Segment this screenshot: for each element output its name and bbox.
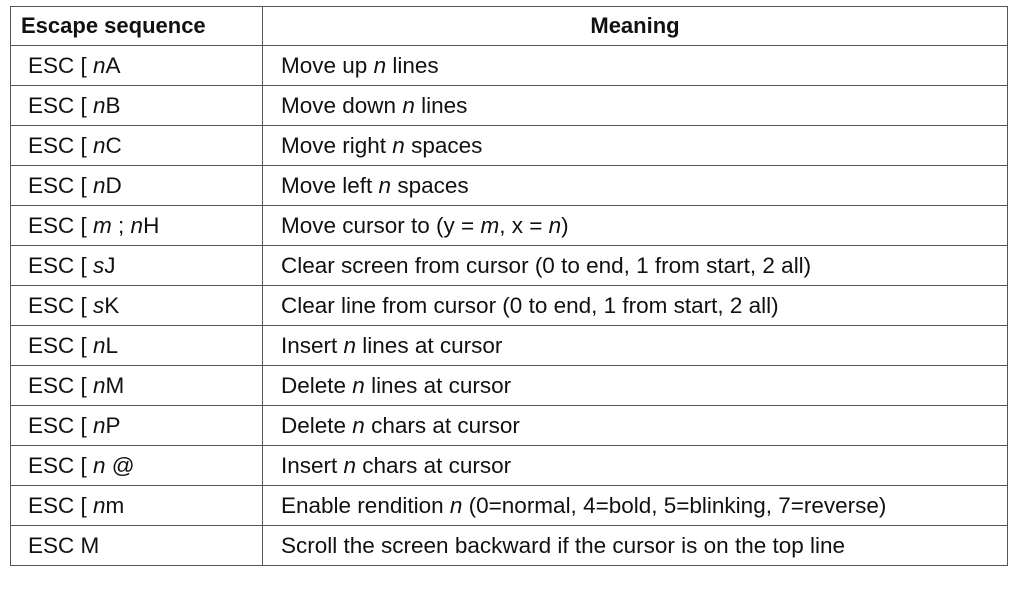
table-row bbox=[11, 366, 1008, 406]
text-segment: L bbox=[105, 332, 119, 358]
italic-parameter: n bbox=[343, 332, 357, 358]
escape-sequence-cell bbox=[11, 486, 263, 526]
italic-parameter: n bbox=[93, 52, 106, 78]
meaning-cell bbox=[263, 366, 1008, 406]
text-segment: J bbox=[104, 252, 116, 278]
italic-parameter: n bbox=[130, 212, 144, 238]
italic-parameter: m bbox=[93, 212, 112, 238]
italic-parameter: n bbox=[93, 492, 106, 518]
text-segment: Move cursor to (y = bbox=[281, 212, 481, 238]
text-segment: ESC M bbox=[28, 532, 100, 558]
text-segment: D bbox=[105, 172, 122, 198]
text-segment: lines at cursor bbox=[356, 332, 503, 358]
text-segment: @ bbox=[105, 452, 135, 478]
text-segment: Delete bbox=[281, 372, 353, 398]
text-segment: Move right bbox=[281, 132, 393, 158]
text-segment: B bbox=[105, 92, 121, 118]
text-segment: spaces bbox=[404, 132, 483, 158]
text-segment: A bbox=[105, 52, 121, 78]
italic-parameter: n bbox=[93, 132, 106, 158]
text-segment: Insert bbox=[281, 452, 344, 478]
meaning-cell bbox=[263, 86, 1008, 126]
italic-parameter: n bbox=[449, 492, 463, 518]
escape-sequence-cell bbox=[11, 406, 263, 446]
text-segment: ESC [ bbox=[28, 372, 94, 398]
text-segment: ESC [ bbox=[28, 52, 94, 78]
meaning-cell bbox=[263, 446, 1008, 486]
text-segment: ESC [ bbox=[28, 172, 94, 198]
table-row bbox=[11, 526, 1008, 566]
table-row bbox=[11, 166, 1008, 206]
meaning-cell bbox=[263, 126, 1008, 166]
text-segment: ESC [ bbox=[28, 92, 94, 118]
text-segment: Move left bbox=[281, 172, 379, 198]
text-segment: ESC [ bbox=[28, 492, 94, 518]
text-segment: Move down bbox=[281, 92, 403, 118]
header-escape-sequence: Escape sequence bbox=[11, 7, 263, 46]
table-row bbox=[11, 46, 1008, 86]
meaning-cell bbox=[263, 326, 1008, 366]
text-segment: spaces bbox=[391, 172, 469, 198]
italic-parameter: n bbox=[93, 452, 106, 478]
italic-parameter: n bbox=[93, 172, 106, 198]
text-segment: Clear line from cursor (0 to end, 1 from start, 2 all) bbox=[281, 292, 779, 318]
text-segment: m bbox=[105, 492, 125, 518]
text-segment: K bbox=[104, 292, 120, 318]
escape-sequence-cell bbox=[11, 46, 263, 86]
italic-parameter: n bbox=[352, 412, 365, 438]
text-segment: Insert bbox=[281, 332, 344, 358]
escape-sequence-cell bbox=[11, 126, 263, 166]
text-segment: Enable rendition bbox=[281, 492, 450, 518]
text-segment: chars at cursor bbox=[364, 412, 520, 438]
text-segment: chars at cursor bbox=[356, 452, 512, 478]
text-segment: ESC [ bbox=[28, 332, 94, 358]
table-row bbox=[11, 326, 1008, 366]
text-segment: lines bbox=[414, 92, 468, 118]
text-segment: lines bbox=[386, 52, 439, 78]
escape-sequence-cell bbox=[11, 366, 263, 406]
meaning-cell bbox=[263, 286, 1008, 326]
table-row bbox=[11, 206, 1008, 246]
text-segment: ESC [ bbox=[28, 132, 94, 158]
text-segment: H bbox=[143, 212, 160, 238]
escape-sequence-cell bbox=[11, 286, 263, 326]
text-segment: Scroll the screen backward if the cursor is on the top line bbox=[281, 532, 846, 558]
text-segment: ; bbox=[111, 212, 131, 238]
text-segment: Clear screen from cursor (0 to end, 1 from start, 2 all) bbox=[281, 252, 812, 278]
italic-parameter: n bbox=[373, 52, 387, 78]
escape-sequence-table bbox=[10, 6, 1007, 566]
text-segment: (0=normal, 4=bold, 5=blinking, 7=reverse) bbox=[462, 492, 887, 518]
header-meaning: Meaning bbox=[263, 7, 1008, 46]
meaning-cell bbox=[263, 526, 1008, 566]
table-row bbox=[11, 486, 1008, 526]
table-row bbox=[11, 286, 1008, 326]
italic-parameter: n bbox=[392, 132, 405, 158]
italic-parameter: n bbox=[548, 212, 562, 238]
meaning-cell bbox=[263, 406, 1008, 446]
table-row bbox=[11, 446, 1008, 486]
text-segment: lines at cursor bbox=[364, 372, 512, 398]
italic-parameter: n bbox=[93, 332, 106, 358]
escape-sequence-cell bbox=[11, 446, 263, 486]
italic-parameter: n bbox=[93, 92, 106, 118]
escape-sequence-cell bbox=[11, 206, 263, 246]
escape-sequence-cell bbox=[11, 526, 263, 566]
italic-parameter: s bbox=[93, 292, 105, 318]
header-row bbox=[11, 7, 1008, 46]
text-segment: ESC [ bbox=[28, 412, 94, 438]
text-segment: , x = bbox=[499, 212, 549, 238]
italic-parameter: s bbox=[93, 252, 105, 278]
meaning-cell bbox=[263, 46, 1008, 86]
table bbox=[10, 6, 1008, 566]
meaning-cell bbox=[263, 206, 1008, 246]
italic-parameter: n bbox=[352, 372, 365, 398]
italic-parameter: n bbox=[93, 412, 106, 438]
text-segment: ESC [ bbox=[28, 212, 94, 238]
italic-parameter: n bbox=[402, 92, 415, 118]
table-row bbox=[11, 86, 1008, 126]
escape-sequence-cell bbox=[11, 246, 263, 286]
text-segment: ESC [ bbox=[28, 252, 94, 278]
text-segment: Delete bbox=[281, 412, 353, 438]
text-segment: M bbox=[105, 372, 125, 398]
table-row bbox=[11, 406, 1008, 446]
meaning-cell bbox=[263, 486, 1008, 526]
italic-parameter: n bbox=[378, 172, 392, 198]
escape-sequence-cell bbox=[11, 86, 263, 126]
table-row bbox=[11, 126, 1008, 166]
text-segment: Move up bbox=[281, 52, 374, 78]
escape-sequence-cell bbox=[11, 326, 263, 366]
meaning-cell bbox=[263, 166, 1008, 206]
text-segment: ) bbox=[561, 212, 569, 238]
text-segment: ESC [ bbox=[28, 292, 94, 318]
table-body bbox=[11, 46, 1008, 566]
italic-parameter: n bbox=[343, 452, 357, 478]
text-segment: P bbox=[105, 412, 121, 438]
text-segment: C bbox=[105, 132, 122, 158]
italic-parameter: m bbox=[480, 212, 500, 238]
meaning-cell bbox=[263, 246, 1008, 286]
italic-parameter: n bbox=[93, 372, 106, 398]
table-row bbox=[11, 246, 1008, 286]
escape-sequence-cell bbox=[11, 166, 263, 206]
text-segment: ESC [ bbox=[28, 452, 94, 478]
